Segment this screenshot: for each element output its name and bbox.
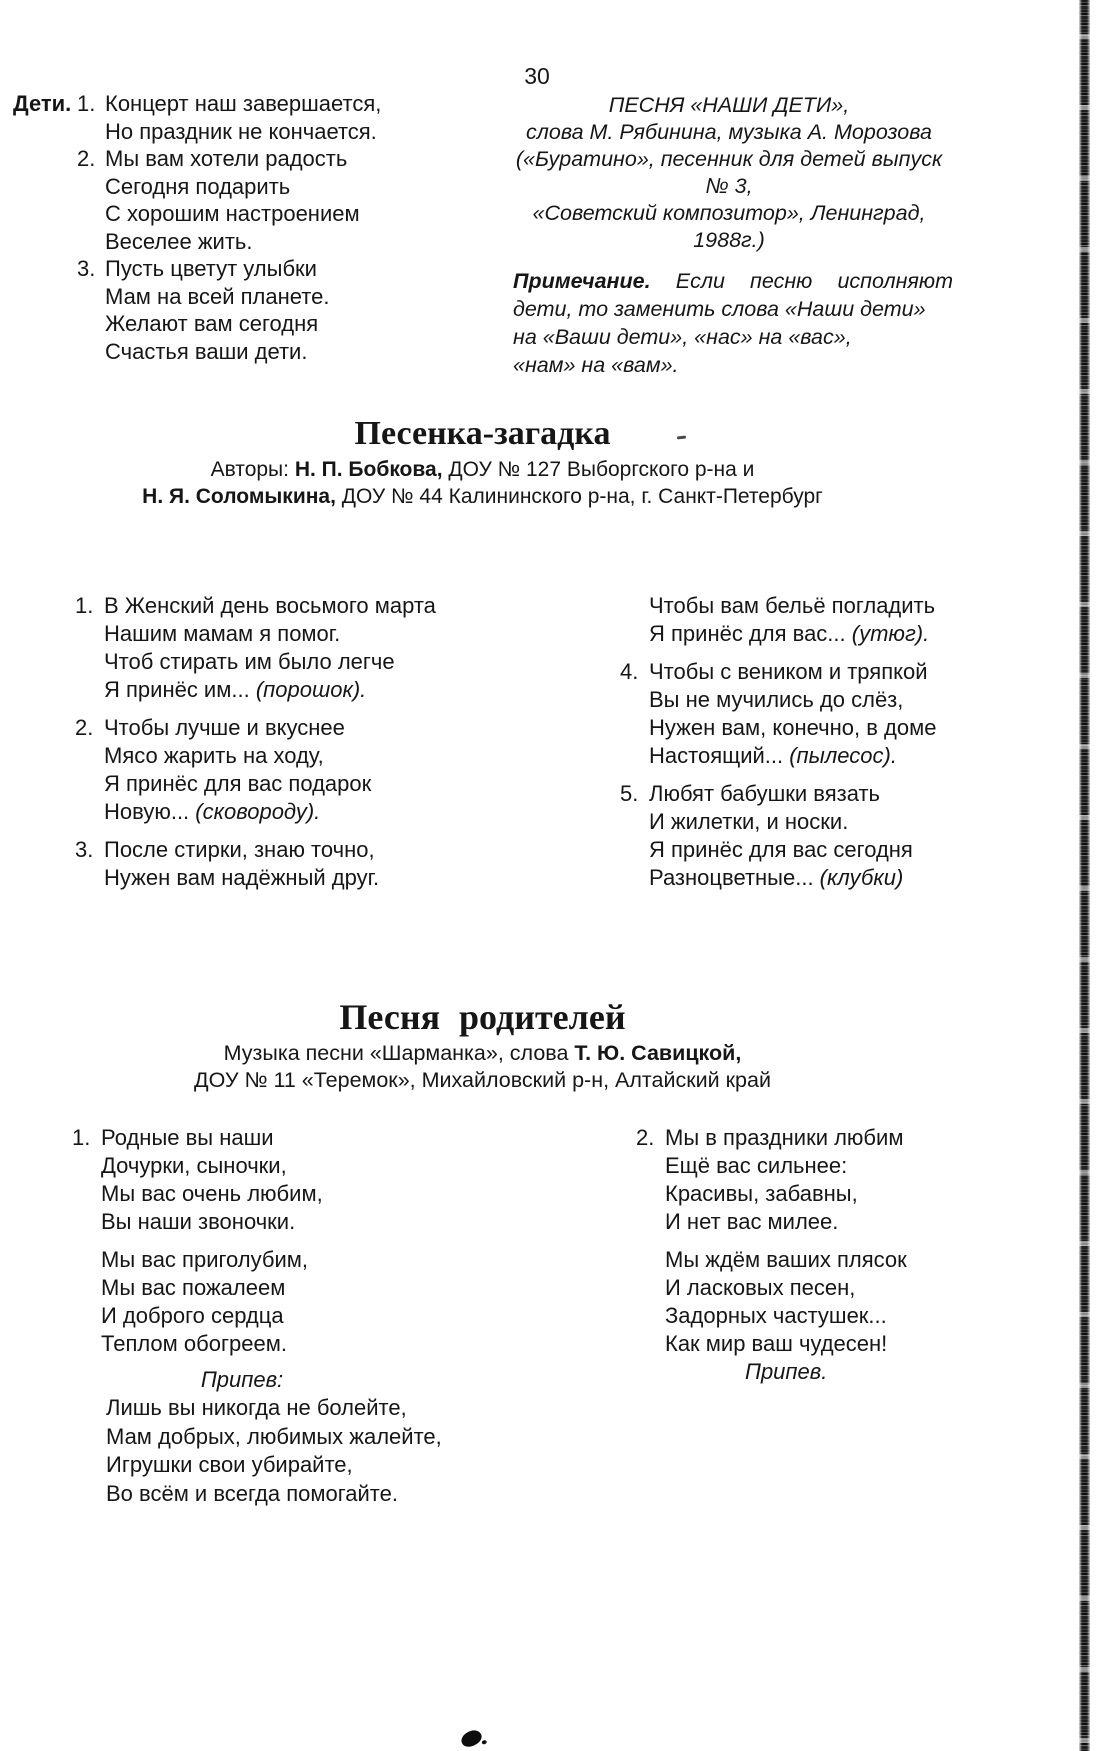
verse-line: После стирки, знаю точно, bbox=[104, 837, 375, 862]
verse-line: Как мир ваш чудесен! bbox=[665, 1331, 888, 1356]
verse-line: («Буратино», песенник для детей выпуск № 3, bbox=[515, 147, 943, 198]
answer-word: (утюг). bbox=[851, 621, 930, 646]
verse-line: И жилетки, и носки. bbox=[649, 809, 849, 834]
verse-line: Теплом обогреем. bbox=[101, 1331, 287, 1356]
verse-line: на «Ваши дети», «нас» на «вас», bbox=[513, 325, 852, 349]
verse bbox=[77, 145, 491, 255]
verse-line: Мы вас приголубим, bbox=[101, 1247, 308, 1272]
verse bbox=[77, 255, 491, 365]
verse-line bbox=[649, 620, 1040, 648]
parents-right-column bbox=[636, 1124, 1056, 1386]
verse-lines bbox=[105, 145, 491, 255]
verse-line: Вы наши звоночки. bbox=[101, 1209, 296, 1234]
verse-number: 1. bbox=[77, 91, 96, 116]
verse-line: Желают вам сегодня bbox=[105, 311, 319, 336]
verse bbox=[72, 1124, 532, 1236]
verse-lines bbox=[665, 1124, 1056, 1236]
verse-lines bbox=[105, 90, 491, 145]
song-credits bbox=[503, 119, 955, 254]
finale-verses bbox=[77, 90, 491, 365]
verse-line: Любят бабушки вязать bbox=[649, 781, 881, 806]
verse-line: дети, то заменить слова «Наши дети» bbox=[513, 297, 926, 321]
verse-line bbox=[104, 798, 535, 826]
verse-line: Мясо жарить на ходу, bbox=[104, 743, 324, 768]
chorus-label: Припев: bbox=[200, 1367, 284, 1392]
verse-lines-auto bbox=[104, 714, 535, 798]
verse-number: 2. bbox=[636, 1125, 655, 1150]
verse-line: Мы в праздники любим bbox=[665, 1125, 904, 1150]
verse-lines bbox=[104, 592, 535, 704]
riddle-right-column bbox=[620, 592, 1040, 892]
verse-line: Красивы, забавны, bbox=[665, 1181, 858, 1206]
answer-prompt: Я принёс им... bbox=[104, 677, 256, 702]
verse-line: Но праздник не кончается. bbox=[105, 118, 377, 144]
verse-lines-auto bbox=[104, 592, 535, 676]
verse-line: Игрушки свои убирайте, bbox=[106, 1452, 353, 1478]
verse-line: Концерт наш завершается, bbox=[105, 91, 382, 116]
page-number: 30 bbox=[524, 63, 550, 89]
verse bbox=[75, 714, 535, 826]
verse-lines bbox=[105, 255, 491, 365]
verse-number: 3. bbox=[77, 256, 96, 281]
verse-line: Нужен вам надёжный друг. bbox=[104, 865, 380, 890]
verse-line: И доброго сердца bbox=[101, 1303, 284, 1328]
verse-lines bbox=[104, 714, 535, 826]
authors-rest: ДОУ № 44 Калининского р-на, г. Санкт-Петербург bbox=[335, 484, 823, 508]
scan-binding-edge bbox=[1079, 0, 1090, 1751]
verse-lines-auto bbox=[649, 592, 1040, 620]
note-first-line bbox=[513, 267, 953, 295]
verse-line: Я принёс для вас подарок bbox=[104, 771, 372, 796]
verse-lines bbox=[649, 658, 1040, 770]
credit-line bbox=[0, 1040, 965, 1067]
verse-lines bbox=[649, 780, 1040, 892]
song-title: ПЕСНЯ «НАШИ ДЕТИ», bbox=[608, 93, 850, 117]
authors-block bbox=[0, 457, 965, 510]
verse-line: Сегодня подарить bbox=[105, 173, 291, 199]
verse-line: Чтобы вам бельё погладить bbox=[649, 593, 936, 618]
verse-line: Я принёс для вас сегодня bbox=[649, 837, 913, 862]
verse-number: 4. bbox=[620, 659, 639, 684]
verse-line: Чтобы лучше и вкуснее bbox=[104, 715, 345, 740]
answer-prompt: Я принёс для вас... bbox=[649, 621, 852, 646]
verse-line: Счастья ваши дети. bbox=[105, 338, 308, 364]
verse-line: Ещё вас сильнее: bbox=[665, 1153, 848, 1178]
verse-line: «нам» на «вам». bbox=[513, 353, 679, 377]
verse bbox=[75, 592, 535, 704]
verse-lines bbox=[101, 1124, 532, 1236]
verse-line: Задорных частушек... bbox=[665, 1303, 887, 1328]
parents-credits bbox=[0, 1040, 965, 1093]
chorus-reference: Припев. bbox=[745, 1359, 828, 1384]
verse-line: Мы ждём ваших плясок bbox=[665, 1247, 907, 1272]
verse-line: Мам добрых, любимых жалейте, bbox=[106, 1423, 442, 1449]
verse-line: Мы вам хотели радость bbox=[105, 146, 348, 171]
verse-line: Чтобы с веником и тряпкой bbox=[649, 659, 928, 684]
verse-lines-auto bbox=[649, 780, 1040, 864]
verse-line: И нет вас милее. bbox=[665, 1209, 839, 1234]
verse-line: Пусть цветут улыбки bbox=[105, 256, 317, 281]
verse-line: Веселее жить. bbox=[105, 228, 253, 254]
chorus-lines bbox=[72, 1394, 532, 1508]
verse-number: 5. bbox=[620, 781, 639, 806]
verse bbox=[75, 836, 535, 892]
verse-line: С хорошим настроением bbox=[105, 201, 360, 226]
verse bbox=[636, 1124, 1056, 1236]
section-heading-parents: Песня родителей bbox=[339, 997, 626, 1037]
verse-number: 3. bbox=[75, 837, 94, 862]
verse-line bbox=[649, 742, 1040, 770]
verse-continuation bbox=[620, 592, 1040, 648]
note-lines bbox=[513, 295, 953, 379]
verse-line: Дочурки, сыночки, bbox=[101, 1153, 287, 1178]
stanza bbox=[72, 1246, 532, 1358]
answer-word: (пылесос). bbox=[789, 743, 897, 768]
answer-prompt: Разноцветные... bbox=[649, 865, 820, 890]
verse-line: «Советский композитор», Ленинград, 1988г.) bbox=[532, 201, 926, 252]
authors-rest: ДОУ № 127 Выборгского р-на и bbox=[442, 458, 755, 481]
authors-prefix: Авторы: bbox=[210, 458, 295, 481]
verse-line: Во всём и всегда помогайте. bbox=[106, 1480, 398, 1506]
verse-line: Мы вас пожалеем bbox=[101, 1275, 286, 1300]
verse-line: Вы не мучились до слёз, bbox=[649, 687, 904, 712]
verse-line: И ласковых песен, bbox=[665, 1275, 856, 1300]
riddle-left-column bbox=[75, 592, 535, 892]
note-label: Примечание. bbox=[513, 269, 651, 293]
note-first-rest: Если песню исполняют bbox=[675, 269, 953, 293]
authors-line bbox=[0, 457, 965, 484]
verse-line bbox=[649, 864, 1040, 892]
answer-word: (клубки) bbox=[819, 865, 904, 890]
verse-line: слова М. Рябинина, музыка А. Морозова bbox=[526, 120, 932, 144]
verse bbox=[620, 780, 1040, 892]
speaker-label: Дети. bbox=[13, 91, 72, 116]
finale-children-block bbox=[13, 90, 491, 365]
answer-word: (порошок). bbox=[255, 677, 367, 702]
verse-number: 1. bbox=[72, 1125, 91, 1150]
verse-line: Нашим мамам я помог. bbox=[104, 621, 341, 646]
credit-author: Т. Ю. Савицкой, bbox=[574, 1041, 742, 1065]
authors-line bbox=[0, 484, 965, 511]
song-header-block bbox=[503, 92, 955, 379]
section-heading-riddle: Песенка-загадка bbox=[354, 415, 611, 452]
verse-line bbox=[104, 676, 535, 704]
verse-number: 1. bbox=[75, 593, 94, 618]
answer-word: (сковороду). bbox=[195, 799, 321, 824]
verse bbox=[620, 658, 1040, 770]
answer-prompt: Новую... bbox=[104, 799, 196, 824]
verse-line: В Женский день восьмого марта bbox=[104, 593, 436, 618]
parents-left-column bbox=[72, 1124, 532, 1508]
verse-lines bbox=[104, 836, 535, 892]
verse-line: Чтоб стирать им было легче bbox=[104, 649, 395, 674]
credit-plain: Музыка песни «Шарманка», слова bbox=[223, 1041, 575, 1065]
credit-line: ДОУ № 11 «Теремок», Михайловский р-н, Алтайский край bbox=[194, 1067, 771, 1092]
verse-lines-auto bbox=[649, 658, 1040, 742]
verse-line: Лишь вы никогда не болейте, bbox=[106, 1395, 407, 1420]
verse-line: Мы вас очень любим, bbox=[101, 1181, 323, 1206]
verse-line: Нужен вам, конечно, в доме bbox=[649, 715, 937, 740]
verse-line: Мам на всей планете. bbox=[105, 283, 330, 309]
answer-prompt: Настоящий... bbox=[649, 743, 790, 768]
author-name: Н. Я. Соломыкина, bbox=[142, 484, 336, 508]
verse-number: 2. bbox=[75, 715, 94, 740]
note-block bbox=[503, 267, 955, 379]
author-name: Н. П. Бобкова, bbox=[294, 458, 443, 481]
ink-spot bbox=[459, 1728, 484, 1749]
verse bbox=[77, 90, 491, 145]
verse-number: 2. bbox=[77, 146, 96, 171]
verse-line: Родные вы наши bbox=[101, 1125, 274, 1150]
stanza bbox=[636, 1246, 1056, 1358]
